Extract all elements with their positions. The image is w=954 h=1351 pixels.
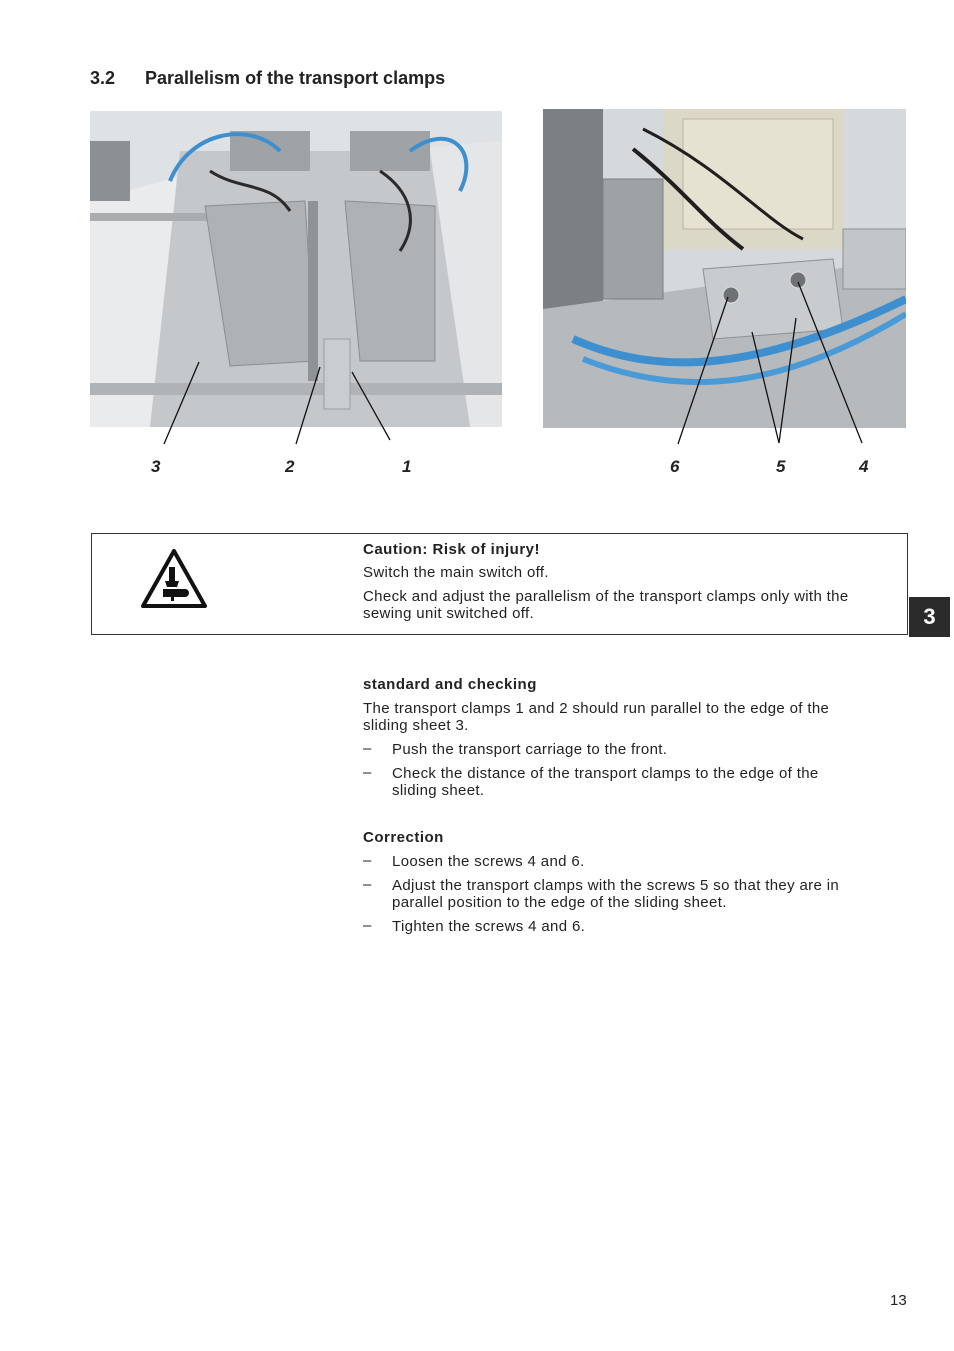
section-number: 3.2 bbox=[90, 68, 116, 88]
correction-step-1: Loosen the screws 4 and 6. bbox=[392, 853, 585, 870]
callout-6: 6 bbox=[670, 457, 680, 476]
bullet-dash: – bbox=[363, 740, 372, 757]
callout-4: 4 bbox=[859, 457, 869, 476]
bullet-dash: – bbox=[363, 876, 372, 893]
caution-line-2b: sewing unit switched off. bbox=[363, 605, 535, 622]
hand-injury-warning-icon bbox=[141, 549, 207, 614]
bullet-dash: – bbox=[363, 852, 372, 869]
standard-step-1: Push the transport carriage to the front. bbox=[392, 741, 668, 758]
caution-line-2a: Check and adjust the parallelism of the transport clamps only with the bbox=[363, 588, 849, 605]
correction-step-2a: Adjust the transport clamps with the screws 5 so that they are in bbox=[392, 877, 840, 894]
correction-step-2b: parallel position to the edge of the sliding sheet. bbox=[392, 894, 727, 911]
standard-heading: standard and checking bbox=[363, 676, 537, 693]
correction-heading: Correction bbox=[363, 829, 444, 846]
bullet-dash: – bbox=[363, 764, 372, 781]
caution-line-1: Switch the main switch off. bbox=[363, 564, 549, 581]
callout-3: 3 bbox=[151, 457, 161, 476]
section-title: Parallelism of the transport clamps bbox=[145, 68, 446, 88]
caution-title: Caution: Risk of injury! bbox=[363, 541, 540, 558]
standard-step-2b: sliding sheet. bbox=[392, 782, 485, 799]
chapter-tab: 3 bbox=[909, 597, 950, 637]
callout-1: 1 bbox=[402, 457, 412, 476]
callout-2: 2 bbox=[285, 457, 295, 476]
callout-5: 5 bbox=[776, 457, 786, 476]
bullet-dash: – bbox=[363, 917, 372, 934]
correction-step-3: Tighten the screws 4 and 6. bbox=[392, 918, 586, 935]
callout-leader-lines bbox=[0, 0, 954, 480]
standard-para-a: The transport clamps 1 and 2 should run parallel to the edge of the bbox=[363, 700, 830, 717]
page-number: 13 bbox=[890, 1292, 907, 1309]
standard-step-2a: Check the distance of the transport clamps to the edge of the bbox=[392, 765, 819, 782]
standard-para-b: sliding sheet 3. bbox=[363, 717, 469, 734]
